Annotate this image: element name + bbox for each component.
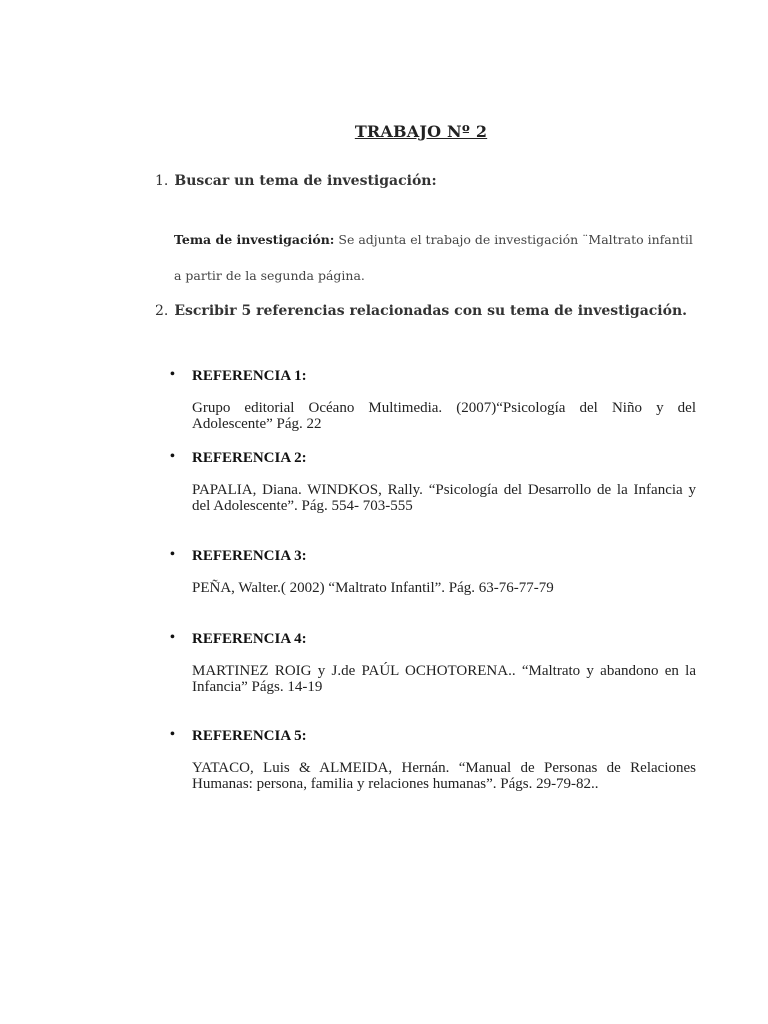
section-2-number: 2. <box>155 303 169 319</box>
reference-item-5 <box>170 728 696 792</box>
reference-1-label: REFERENCIA 1: <box>192 368 307 384</box>
section-1-heading <box>155 173 437 189</box>
research-topic-text: Se adjunta el trabajo de investigación ¨Maltrato infantil a partir de la segunda página. <box>174 232 693 283</box>
bullet-icon: • <box>170 449 175 464</box>
section-1-number: 1. <box>155 173 169 189</box>
reference-3-text: PEÑA, Walter.( 2002) “Maltrato Infantil”. Pág. 63-76-77-79 <box>192 580 554 596</box>
reference-item-3 <box>170 548 696 596</box>
section-2-heading <box>155 303 687 319</box>
bullet-icon: • <box>170 547 175 562</box>
reference-1-heading <box>170 368 696 388</box>
reference-2-text: PAPALIA, Diana. WINDKOS, Rally. “Psicología del Desarrollo de la Infancia y del Adolescente”. Pág. 554- 703-555 <box>192 482 696 514</box>
reference-3-heading <box>170 548 696 568</box>
reference-item-1 <box>170 368 696 432</box>
research-topic-paragraph <box>174 222 704 294</box>
reference-3-label: REFERENCIA 3: <box>192 548 307 564</box>
page-title: TRABAJO Nº 2 <box>354 122 488 141</box>
reference-4-label: REFERENCIA 4: <box>192 631 307 647</box>
reference-2-label: REFERENCIA 2: <box>192 450 307 466</box>
reference-5-text: YATACO, Luis & ALMEIDA, Hernán. “Manual de Personas de Relaciones Humanas: persona, familia y relaciones humanas”. Págs. 29-79-82.. <box>192 760 696 792</box>
reference-4-text: MARTINEZ ROIG y J.de PAÚL OCHOTORENA.. “Maltrato y abandono en la Infancia” Págs. 14-19 <box>192 663 696 695</box>
reference-item-4 <box>170 631 696 695</box>
reference-item-2 <box>170 450 696 514</box>
research-topic-label: Tema de investigación: <box>174 232 335 247</box>
section-1-heading-text: Buscar un tema de investigación: <box>174 173 437 189</box>
bullet-icon: • <box>170 367 175 382</box>
bullet-icon: • <box>170 630 175 645</box>
reference-4-heading <box>170 631 696 651</box>
reference-2-heading <box>170 450 696 470</box>
section-2-heading-text: Escribir 5 referencias relacionadas con su tema de investigación. <box>174 303 688 319</box>
bullet-icon: • <box>170 727 175 742</box>
reference-1-text: Grupo editorial Océano Multimedia. (2007)“Psicología del Niño y del Adolescente” Pág. 22 <box>192 400 696 432</box>
reference-5-label: REFERENCIA 5: <box>192 728 307 744</box>
reference-5-heading <box>170 728 696 748</box>
